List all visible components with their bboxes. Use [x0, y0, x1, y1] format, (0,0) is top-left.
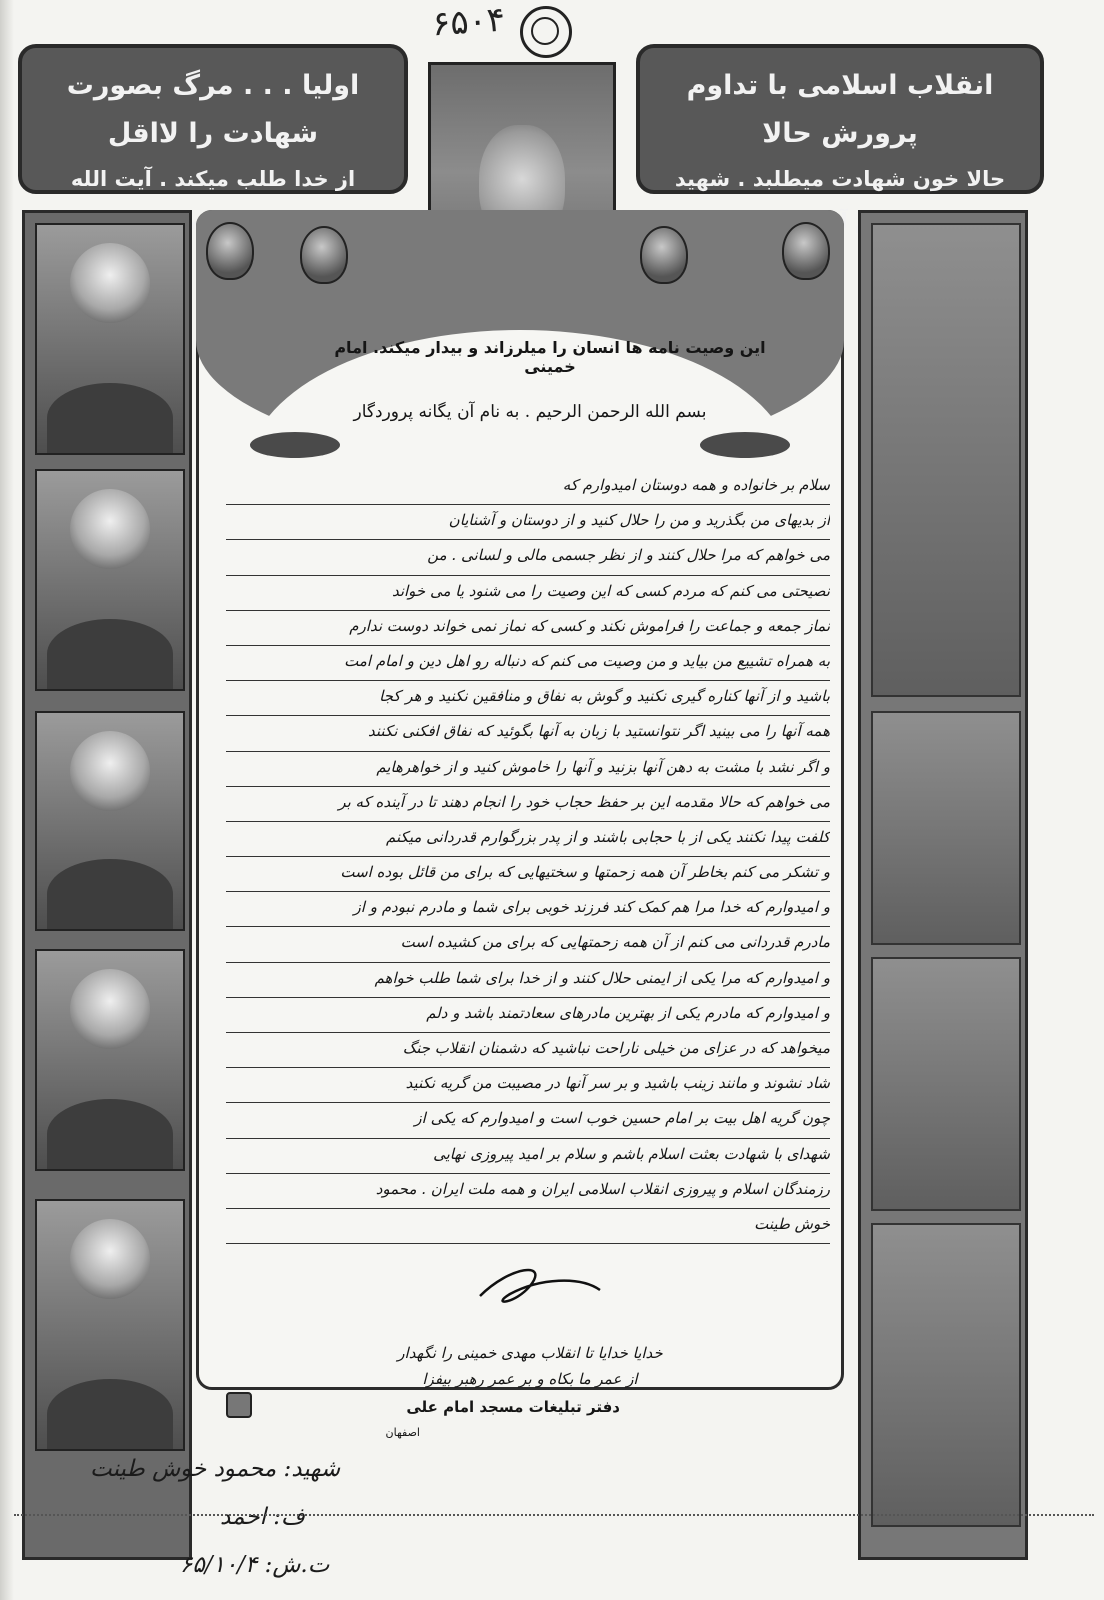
text-line: میخواهد که در عزای من خیلی ناراحت نباشید که دشمنان انقلاب جنگ — [226, 1033, 830, 1068]
text-line: باشید و از آنها کناره گیری نکنید و گوش به نفاق و منافقین نکنید و هر کجا — [226, 681, 830, 716]
tulip-icon — [782, 222, 830, 280]
father-name: ف: احمد — [220, 1504, 305, 1530]
scan-edge — [0, 0, 14, 1600]
closing-line-1: خدایا خدایا تا انقلاب مهدی خمینی را نگهدار — [397, 1344, 663, 1362]
left-banner-line2: از خدا طلب میکند . آیت الله — [70, 167, 356, 191]
text-line: چون گریه اهل بیت بر امام حسین خوب است و امیدوارم که یکی از — [226, 1103, 830, 1138]
text-line: به همراه تشییع من بیاید و من وصیت می کنم که دنباله رو اهل دین و امام امت — [226, 646, 830, 681]
left-portrait-column — [22, 210, 192, 1560]
letter-heading: این وصیت نامه ها انسان را میلرزاند و بیدار میکند. امام خمینی — [334, 338, 766, 376]
text-line: می خواهم که مرا حلال کنند و از نظر جسمی مالی و لسانی . من — [226, 540, 830, 575]
text-line: و اگر نشد با مشت به دهن آنها بزنید و آنها را خاموش کنید و از خواهرهایم — [226, 752, 830, 787]
right-panel-3 — [871, 957, 1021, 1211]
text-line: خوش طینت — [226, 1209, 830, 1244]
closing-prayer — [230, 1340, 830, 1392]
martyrdom-date: ت.ش: ۶۵/۱۰/۴ — [180, 1552, 330, 1578]
leaf-icon — [700, 432, 790, 458]
text-line: و تشکر می کنم بخاطر آن همه زحمتها و سختیهایی که برای من قائل بوده است — [226, 857, 830, 892]
portrait-5 — [35, 1199, 185, 1451]
martyr-name: شهید: محمود خوش طینت — [90, 1456, 341, 1482]
text-line: و امیدوارم که مادرم یکی از بهترین مادرهای سعادتمند باشد و دلم — [226, 998, 830, 1033]
text-line: رزمندگان اسلام و پیروزی انقلاب اسلامی ایران و همه ملت ایران . محمود — [226, 1174, 830, 1209]
text-line: از بدیهای من بگذرید و من را حلال کنید و از دوستان و آشنایان — [226, 505, 830, 540]
portrait-2 — [35, 469, 185, 691]
text-line: شهدای با شهادت بعثت اسلام باشم و سلام بر امید پیروزی نهایی — [226, 1139, 830, 1174]
office-name: دفتر تبلیغات مسجد امام علی — [406, 1398, 620, 1416]
basmala: بسم الله الرحمن الرحیم . به نام آن یگانه پروردگار — [353, 402, 707, 422]
closing-line-2: از عمر ما بکاه و بر عمر رهبر بیفزا — [422, 1370, 638, 1388]
right-panel-1 — [871, 223, 1021, 697]
right-panel-4 — [871, 1223, 1021, 1527]
dotted-divider — [14, 1514, 1094, 1516]
right-banner-line2: حالا خون شهادت میطلبد . شهید — [674, 167, 1006, 191]
tulip-icon — [206, 222, 254, 280]
office-city: اصفهان — [385, 1426, 420, 1439]
portrait-1 — [35, 223, 185, 455]
portrait-4 — [35, 949, 185, 1171]
left-banner-line1: اولیا . . . مرگ بصورت شهادت را لااقل — [66, 70, 360, 149]
right-quote-banner — [636, 44, 1044, 194]
page-number: ۶۵۰۴ — [430, 0, 507, 45]
text-line: نصیحتی می کنم که مردم کسی که این وصیت را می شنود یا می خواند — [226, 576, 830, 611]
text-line: و امیدوارم که خدا مرا هم کمک کند فرزند خوبی برای شما و مادرم نبودم و از — [226, 892, 830, 927]
handwritten-signature — [470, 1256, 610, 1316]
will-text — [226, 470, 830, 1244]
text-line: شاد نشوند و مانند زینب باشید و بر سر آنها در مصیبت من گریه نکنید — [226, 1068, 830, 1103]
portrait-3 — [35, 711, 185, 931]
text-line: و امیدوارم که مرا یکی از ایمنی حلال کنند و از خدا برای شما طلب خواهم — [226, 963, 830, 998]
right-panel-2 — [871, 711, 1021, 945]
left-quote-banner — [18, 44, 408, 194]
text-line: همه آنها را می بینید اگر نتوانستید با زبان به آنها بگوئید که نفاق افکنی نکنند — [226, 716, 830, 751]
calligraphy-seal-icon — [520, 6, 572, 58]
text-line: سلام بر خانواده و همه دوستان امیدوارم که — [226, 470, 830, 505]
text-line: کلفت پیدا نکنند یکی از با حجابی باشند و از پدر بزرگوارم قدردانی میکنم — [226, 822, 830, 857]
text-line: می خواهم که حالا مقدمه این بر حفظ حجاب خود را انجام دهند تا در آینده که بر — [226, 787, 830, 822]
tulip-icon — [300, 226, 348, 284]
right-banner-line1: انقلاب اسلامی با تداوم پرورش حالا — [686, 70, 994, 149]
text-line: مادرم قدردانی می کنم از آن همه زحمتهایی که برای من کشیده است — [226, 927, 830, 962]
tulip-icon — [640, 226, 688, 284]
leaf-icon — [250, 432, 340, 458]
text-line: نماز جمعه و جماعت را فراموش نکند و کسی که نماز نمی خواند دوست ندارم — [226, 611, 830, 646]
right-portrait-column — [858, 210, 1028, 1560]
